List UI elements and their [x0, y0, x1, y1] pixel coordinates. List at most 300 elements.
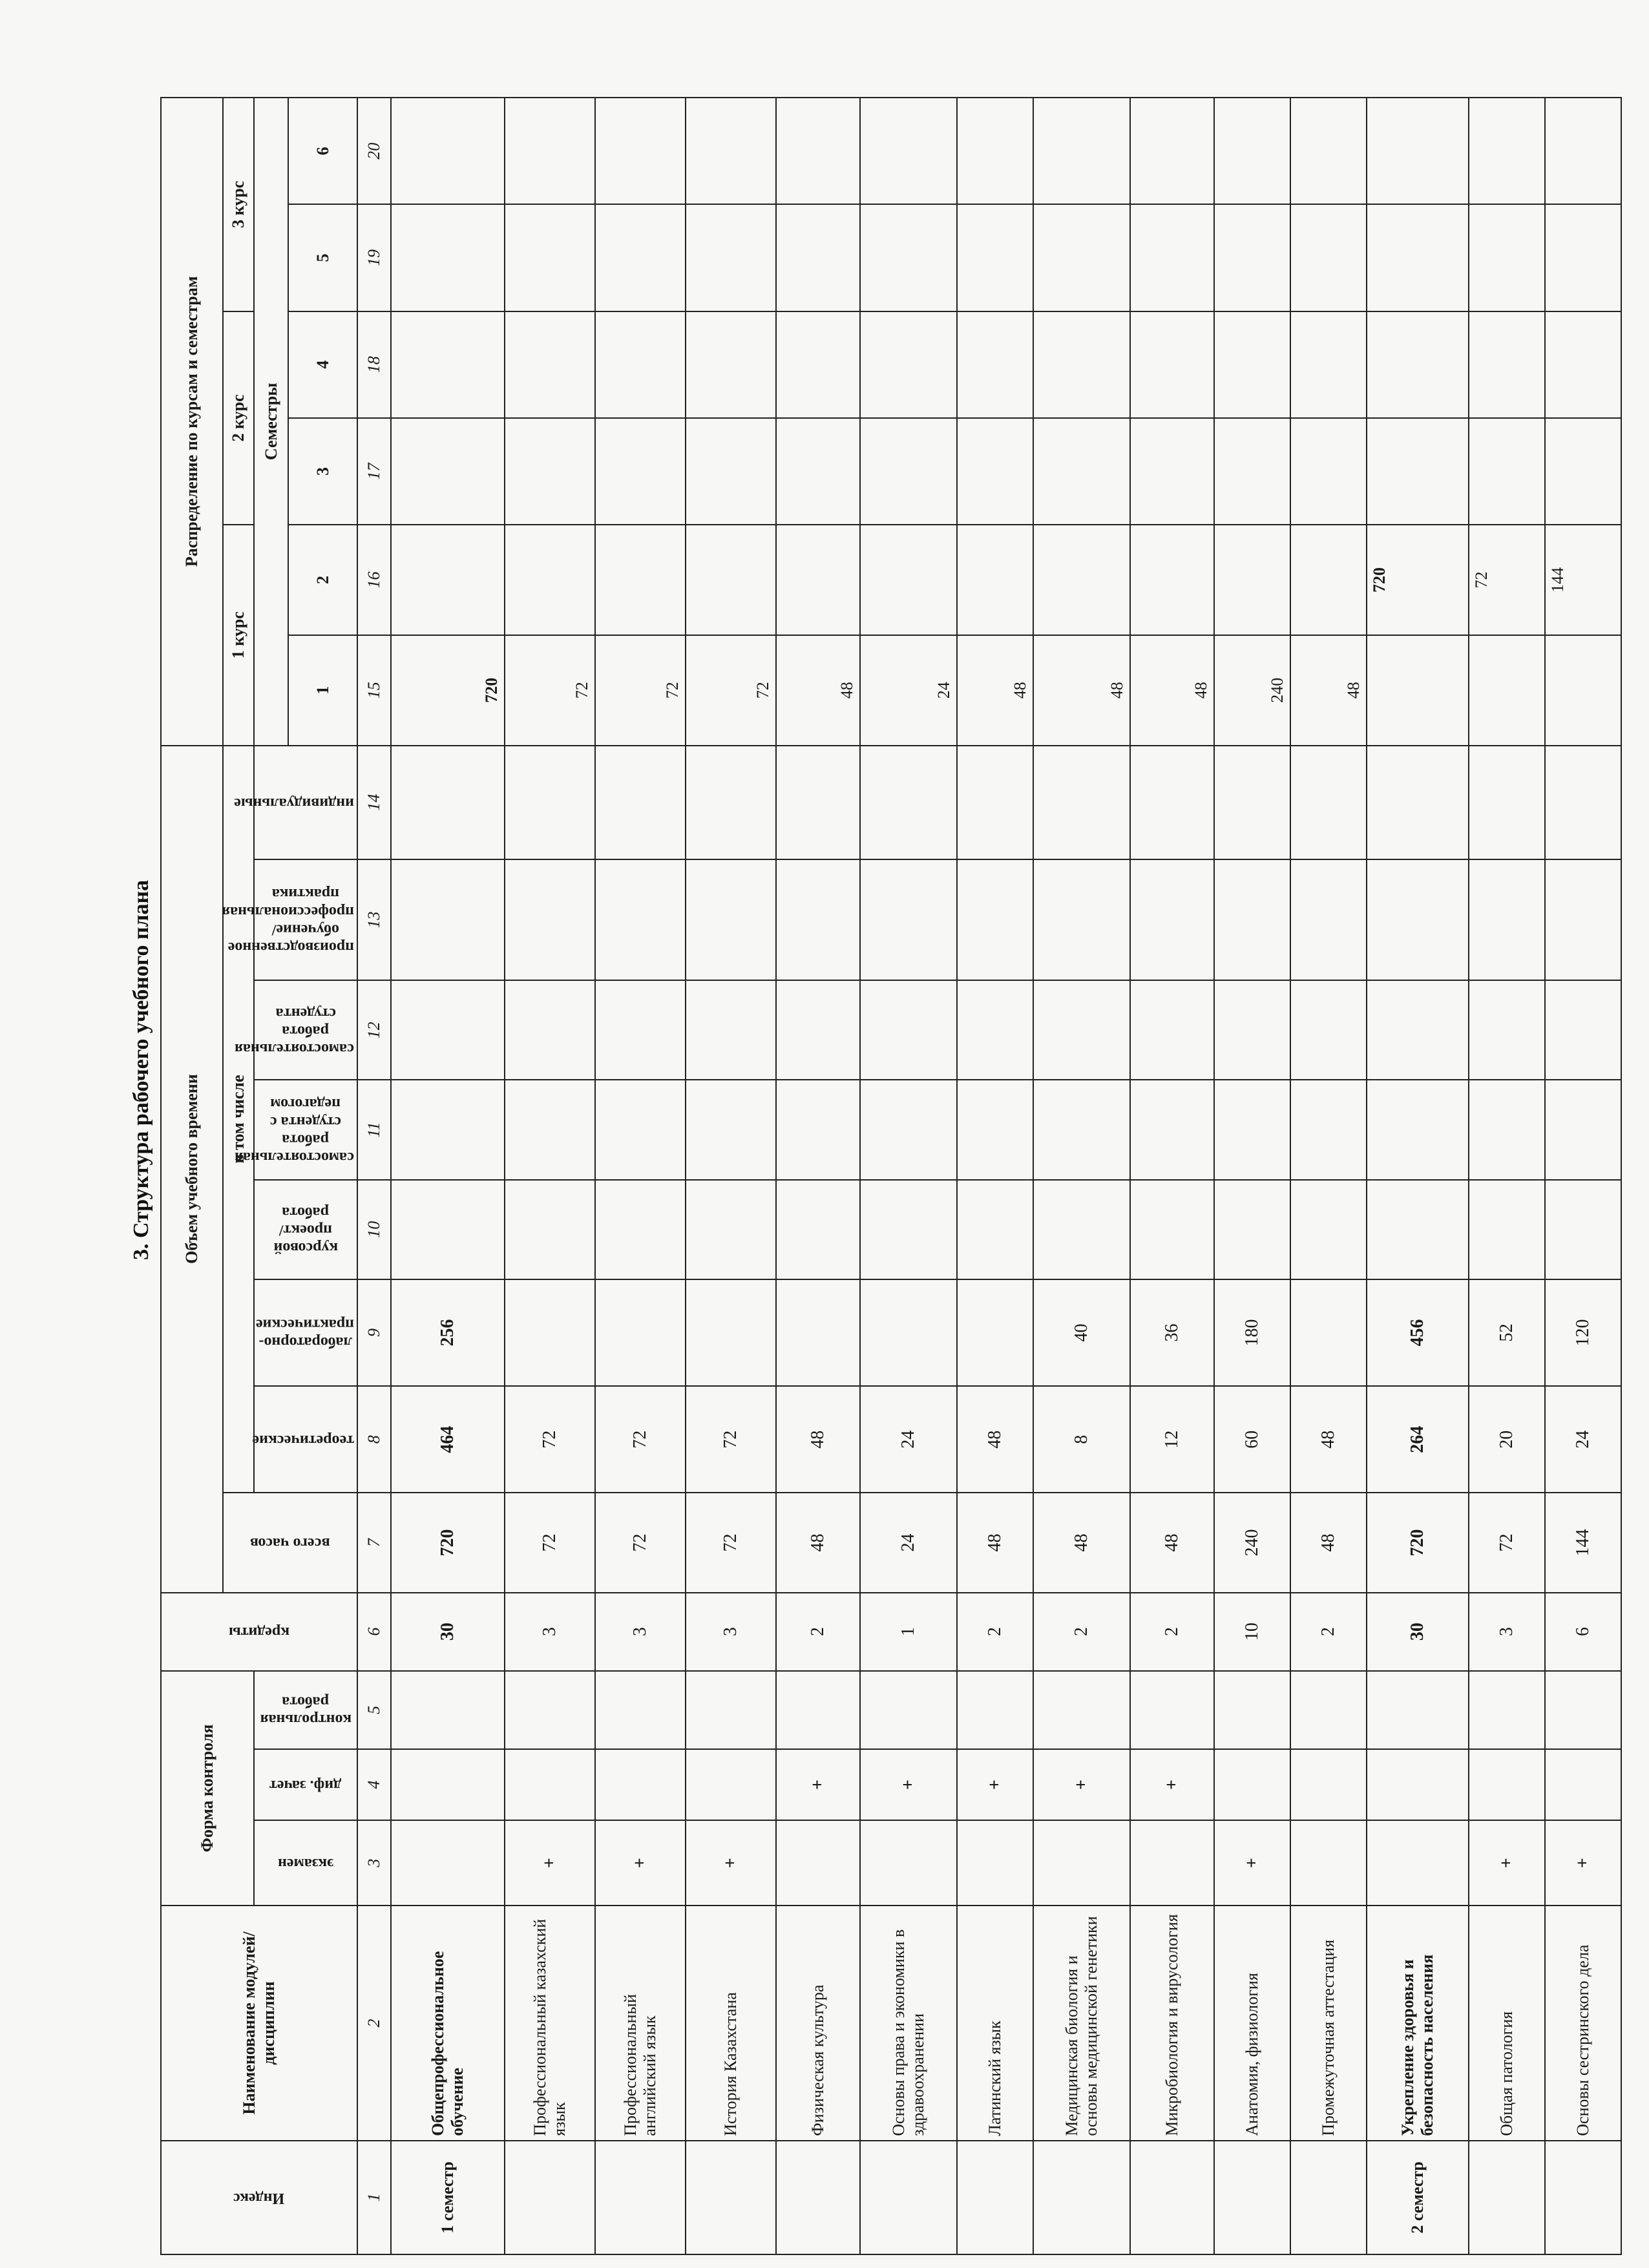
theory-cell: 24 [860, 1386, 957, 1493]
column-number: 7 [357, 1493, 391, 1592]
practice-cell [776, 859, 860, 980]
sem-6-cell [957, 98, 1033, 204]
column-number: 2 [357, 1906, 391, 2141]
theory-cell: 264 [1367, 1386, 1469, 1493]
total-hours-cell: 72 [686, 1493, 776, 1592]
credits-cell: 3 [595, 1593, 686, 1671]
sem-5-cell [1545, 204, 1621, 311]
sem-4-cell [595, 311, 686, 418]
sem-1-cell [1545, 635, 1621, 746]
sem-1-cell: 240 [1214, 635, 1290, 746]
header-volume: Объем учебного времени [161, 746, 223, 1593]
srs-cell [957, 980, 1033, 1080]
control-work-cell [595, 1671, 686, 1749]
discipline-row [1545, 98, 1621, 2254]
header-course3: 3 курс [223, 98, 254, 311]
dif-credit-mark [686, 1749, 776, 1820]
credits-cell: 1 [860, 1593, 957, 1671]
lab-cell [595, 1279, 686, 1386]
column-number: 3 [357, 1820, 391, 1906]
exam-mark [1130, 1820, 1214, 1906]
header-lab: лабораторно-практические [254, 1279, 357, 1386]
lab-cell [860, 1279, 957, 1386]
header-sem-4: 4 [288, 311, 357, 418]
individual-cell [1214, 746, 1290, 859]
sem-2-cell [1130, 525, 1214, 635]
sem-3-cell [957, 418, 1033, 525]
theory-cell: 48 [1290, 1386, 1367, 1493]
control-work-cell [776, 1671, 860, 1749]
srsp-cell [1367, 1080, 1469, 1179]
srsp-cell [1290, 1080, 1367, 1179]
column-number: 6 [357, 1593, 391, 1671]
sem-3-cell [505, 418, 595, 525]
sem-2-cell [1290, 525, 1367, 635]
credits-cell: 3 [1469, 1593, 1545, 1671]
dif-credit-mark: + [1033, 1749, 1130, 1820]
credits-cell: 2 [1290, 1593, 1367, 1671]
row-index [860, 2141, 957, 2254]
sem-5-cell [776, 204, 860, 311]
exam-mark [1290, 1820, 1367, 1906]
individual-cell [957, 746, 1033, 859]
srs-cell [1545, 980, 1621, 1080]
row-index [1130, 2141, 1214, 2254]
row-name: Физическая культура [776, 1906, 860, 2141]
individual-cell [391, 746, 505, 859]
exam-mark [957, 1820, 1033, 1906]
srs-cell [1469, 980, 1545, 1080]
credits-cell: 10 [1214, 1593, 1290, 1671]
discipline-row [776, 98, 860, 2254]
lab-cell: 36 [1130, 1279, 1214, 1386]
control-work-cell [860, 1671, 957, 1749]
sem-6-cell [776, 98, 860, 204]
dif-credit-mark: + [776, 1749, 860, 1820]
individual-cell [686, 746, 776, 859]
total-hours-cell: 720 [1367, 1493, 1469, 1592]
sem-3-cell [1469, 418, 1545, 525]
sem-5-cell [1130, 204, 1214, 311]
sem-3-cell [595, 418, 686, 525]
curriculum-table [160, 97, 1622, 2255]
sem-1-cell: 72 [595, 635, 686, 746]
srs-cell [1130, 980, 1214, 1080]
theory-cell: 60 [1214, 1386, 1290, 1493]
lab-cell: 456 [1367, 1279, 1469, 1386]
sem-4-cell [1469, 311, 1545, 418]
discipline-row [595, 98, 686, 2254]
discipline-row [1130, 98, 1214, 2254]
header-semesters: Семестры [254, 98, 288, 746]
total-hours-cell: 48 [1290, 1493, 1367, 1592]
sem-2-cell [1214, 525, 1290, 635]
column-number: 10 [357, 1180, 391, 1279]
sem-3-cell [1130, 418, 1214, 525]
sem-1-cell: 48 [1130, 635, 1214, 746]
exam-mark [860, 1820, 957, 1906]
lab-cell: 180 [1214, 1279, 1290, 1386]
column-number: 14 [357, 746, 391, 859]
theory-cell: 48 [776, 1386, 860, 1493]
row-name: Основы сестринского дела [1545, 1906, 1621, 2141]
sem-6-cell [1214, 98, 1290, 204]
sem-3-cell [1367, 418, 1469, 525]
header-course2: 2 курс [223, 311, 254, 525]
srs-cell [1033, 980, 1130, 1080]
course-project-cell [505, 1180, 595, 1279]
header-sem-5: 5 [288, 204, 357, 311]
practice-cell [860, 859, 957, 980]
discipline-row [957, 98, 1033, 2254]
sem-1-cell: 48 [1033, 635, 1130, 746]
row-index [1033, 2141, 1130, 2254]
exam-mark [391, 1820, 505, 1906]
srs-cell [391, 980, 505, 1080]
module-row [1367, 98, 1469, 2254]
column-number: 8 [357, 1386, 391, 1493]
sem-2-cell [860, 525, 957, 635]
course-project-cell [957, 1180, 1033, 1279]
sem-6-cell [1469, 98, 1545, 204]
sem-1-cell: 720 [391, 635, 505, 746]
header-including: в том числе [223, 746, 254, 1493]
course-project-cell [686, 1180, 776, 1279]
header-srs: самостоятельная работа студента [254, 980, 357, 1080]
header-practice: производственное обучение/ профессиональная практика [254, 859, 357, 980]
practice-cell [391, 859, 505, 980]
sem-4-cell [860, 311, 957, 418]
sem-3-cell [1214, 418, 1290, 525]
control-work-cell [1290, 1671, 1367, 1749]
course-project-cell [595, 1180, 686, 1279]
total-hours-cell: 72 [1469, 1493, 1545, 1592]
sem-4-cell [1033, 311, 1130, 418]
srsp-cell [1545, 1080, 1621, 1179]
sem-4-cell [505, 311, 595, 418]
lab-cell: 40 [1033, 1279, 1130, 1386]
column-number: 12 [357, 980, 391, 1080]
control-work-cell [1545, 1671, 1621, 1749]
total-hours-cell: 144 [1545, 1493, 1621, 1592]
course-project-cell [776, 1180, 860, 1279]
course-project-cell [1033, 1180, 1130, 1279]
theory-cell: 20 [1469, 1386, 1545, 1493]
sem-3-cell [1033, 418, 1130, 525]
individual-cell [1367, 746, 1469, 859]
header-sem-2: 2 [288, 525, 357, 635]
header-individual: индивидуальные [254, 746, 357, 859]
column-number: 13 [357, 859, 391, 980]
sem-2-cell [686, 525, 776, 635]
control-work-cell [1033, 1671, 1130, 1749]
module-row [391, 98, 505, 2254]
lab-cell: 120 [1545, 1279, 1621, 1386]
total-hours-cell: 72 [505, 1493, 595, 1592]
individual-cell [1290, 746, 1367, 859]
sem-6-cell [1545, 98, 1621, 204]
discipline-row [1290, 98, 1367, 2254]
column-number: 18 [357, 311, 391, 418]
curriculum-body [391, 98, 1621, 2254]
practice-cell [686, 859, 776, 980]
srsp-cell [595, 1080, 686, 1179]
lab-cell [505, 1279, 595, 1386]
sem-6-cell [860, 98, 957, 204]
total-hours-cell: 24 [860, 1493, 957, 1592]
sem-4-cell [1130, 311, 1214, 418]
dif-credit-mark [595, 1749, 686, 1820]
sem-6-cell [686, 98, 776, 204]
dif-credit-mark [1469, 1749, 1545, 1820]
header-sem-3: 3 [288, 418, 357, 525]
discipline-row [1214, 98, 1290, 2254]
theory-cell: 48 [957, 1386, 1033, 1493]
practice-cell [1367, 859, 1469, 980]
dif-credit-mark: + [860, 1749, 957, 1820]
column-number: 16 [357, 525, 391, 635]
credits-cell: 30 [1367, 1593, 1469, 1671]
srs-cell [1290, 980, 1367, 1080]
theory-cell: 464 [391, 1386, 505, 1493]
course-project-cell [1130, 1180, 1214, 1279]
srsp-cell [686, 1080, 776, 1179]
column-number: 4 [357, 1749, 391, 1820]
individual-cell [1545, 746, 1621, 859]
control-work-cell [957, 1671, 1033, 1749]
column-number: 11 [357, 1080, 391, 1179]
srs-cell [860, 980, 957, 1080]
header-control-form: Форма контроля [161, 1671, 254, 1906]
header-course-project: курсовой проект/работа [254, 1180, 357, 1279]
row-index [1214, 2141, 1290, 2254]
sem-2-cell: 144 [1545, 525, 1621, 635]
theory-cell: 72 [505, 1386, 595, 1493]
total-hours-cell: 48 [1033, 1493, 1130, 1592]
sem-3-cell [686, 418, 776, 525]
sem-1-cell [1367, 635, 1469, 746]
row-name: Профессиональный английский язык [595, 1906, 686, 2141]
srsp-cell [1214, 1080, 1290, 1179]
sem-5-cell [957, 204, 1033, 311]
credits-cell: 3 [686, 1593, 776, 1671]
sem-4-cell [1214, 311, 1290, 418]
srs-cell [595, 980, 686, 1080]
sem-4-cell [391, 311, 505, 418]
header-dif-credit: диф. зачет [254, 1749, 357, 1820]
sem-5-cell [391, 204, 505, 311]
sem-2-cell: 720 [1367, 525, 1469, 635]
control-work-cell [391, 1671, 505, 1749]
total-hours-cell: 240 [1214, 1493, 1290, 1592]
sem-3-cell [1545, 418, 1621, 525]
srsp-cell [1033, 1080, 1130, 1179]
dif-credit-mark [1545, 1749, 1621, 1820]
row-name: Микробиология и вирусология [1130, 1906, 1214, 2141]
discipline-row [686, 98, 776, 2254]
row-index [1290, 2141, 1367, 2254]
dif-credit-mark [1290, 1749, 1367, 1820]
credits-cell: 2 [1130, 1593, 1214, 1671]
sem-4-cell [1545, 311, 1621, 418]
control-work-cell [686, 1671, 776, 1749]
course-project-cell [1290, 1180, 1367, 1279]
course-project-cell [391, 1180, 505, 1279]
srsp-cell [776, 1080, 860, 1179]
lab-cell [1290, 1279, 1367, 1386]
exam-mark [1033, 1820, 1130, 1906]
sem-5-cell [686, 204, 776, 311]
sem-5-cell [1367, 204, 1469, 311]
header-theory: теоретические [254, 1386, 357, 1493]
row-index [1545, 2141, 1621, 2254]
dif-credit-mark [1367, 1749, 1469, 1820]
discipline-row [1033, 98, 1130, 2254]
column-number: 19 [357, 204, 391, 311]
theory-cell: 72 [595, 1386, 686, 1493]
course-project-cell [1367, 1180, 1469, 1279]
lab-cell [957, 1279, 1033, 1386]
srs-cell [776, 980, 860, 1080]
row-name: Укрепление здоровья и безопасность населения [1367, 1906, 1469, 2141]
srs-cell [505, 980, 595, 1080]
header-credits: кредиты [161, 1593, 357, 1671]
row-name: Общая патология [1469, 1906, 1545, 2141]
srsp-cell [957, 1080, 1033, 1179]
total-hours-cell: 48 [776, 1493, 860, 1592]
sem-2-cell [1033, 525, 1130, 635]
sem-4-cell [1367, 311, 1469, 418]
sem-1-cell [1469, 635, 1545, 746]
theory-cell: 72 [686, 1386, 776, 1493]
practice-cell [1290, 859, 1367, 980]
sem-2-cell [595, 525, 686, 635]
sem-6-cell [595, 98, 686, 204]
header-sem-1: 1 [288, 635, 357, 746]
header-sem-6: 6 [288, 98, 357, 204]
sem-2-cell: 72 [1469, 525, 1545, 635]
control-work-cell [1367, 1671, 1469, 1749]
control-work-cell [1469, 1671, 1545, 1749]
individual-cell [1130, 746, 1214, 859]
sem-5-cell [595, 204, 686, 311]
course-project-cell [1469, 1180, 1545, 1279]
individual-cell [505, 746, 595, 859]
individual-cell [1033, 746, 1130, 859]
practice-cell [1545, 859, 1621, 980]
exam-mark: + [505, 1820, 595, 1906]
dif-credit-mark [391, 1749, 505, 1820]
srsp-cell [860, 1080, 957, 1179]
sem-2-cell [505, 525, 595, 635]
sem-6-cell [1130, 98, 1214, 204]
course-project-cell [860, 1180, 957, 1279]
practice-cell [1130, 859, 1214, 980]
total-hours-cell: 48 [957, 1493, 1033, 1592]
column-number: 1 [357, 2141, 391, 2254]
practice-cell [957, 859, 1033, 980]
sem-6-cell [505, 98, 595, 204]
exam-mark: + [595, 1820, 686, 1906]
discipline-row [860, 98, 957, 2254]
dif-credit-mark: + [957, 1749, 1033, 1820]
sem-2-cell [391, 525, 505, 635]
row-index [505, 2141, 595, 2254]
sem-2-cell [776, 525, 860, 635]
column-number: 17 [357, 418, 391, 525]
credits-cell: 2 [957, 1593, 1033, 1671]
column-number: 5 [357, 1671, 391, 1749]
row-index: 1 семестр [391, 2141, 505, 2254]
page-title: 3. Структура рабочего учебного плана [129, 879, 153, 1260]
sem-2-cell [957, 525, 1033, 635]
row-index: 2 семестр [1367, 2141, 1469, 2254]
exam-mark: + [686, 1820, 776, 1906]
sem-4-cell [776, 311, 860, 418]
individual-cell [1469, 746, 1545, 859]
individual-cell [595, 746, 686, 859]
sem-3-cell [391, 418, 505, 525]
sem-1-cell: 72 [505, 635, 595, 746]
sem-5-cell [860, 204, 957, 311]
header-course1: 1 курс [223, 525, 254, 745]
theory-cell: 12 [1130, 1386, 1214, 1493]
exam-mark: + [1469, 1820, 1545, 1906]
lab-cell: 52 [1469, 1279, 1545, 1386]
srs-cell [1214, 980, 1290, 1080]
lab-cell [776, 1279, 860, 1386]
theory-cell: 24 [1545, 1386, 1621, 1493]
practice-cell [1033, 859, 1130, 980]
sem-4-cell [957, 311, 1033, 418]
column-number-row [357, 98, 391, 2254]
individual-cell [776, 746, 860, 859]
row-index [957, 2141, 1033, 2254]
column-number: 15 [357, 635, 391, 746]
total-hours-cell: 48 [1130, 1493, 1214, 1592]
credits-cell: 3 [505, 1593, 595, 1671]
dif-credit-mark [1214, 1749, 1290, 1820]
sem-4-cell [1290, 311, 1367, 418]
discipline-row [1469, 98, 1545, 2254]
row-name: Промежуточная аттестация [1290, 1906, 1367, 2141]
srsp-cell [505, 1080, 595, 1179]
row-index [1469, 2141, 1545, 2254]
theory-cell: 8 [1033, 1386, 1130, 1493]
control-work-cell [1130, 1671, 1214, 1749]
sem-1-cell: 48 [957, 635, 1033, 746]
row-name: Анатомия, физиология [1214, 1906, 1290, 2141]
header-distribution: Распределение по курсам и семестрам [161, 98, 223, 746]
individual-cell [860, 746, 957, 859]
exam-mark [776, 1820, 860, 1906]
dif-credit-mark: + [1130, 1749, 1214, 1820]
sem-5-cell [1033, 204, 1130, 311]
practice-cell [505, 859, 595, 980]
sem-5-cell [1290, 204, 1367, 311]
course-project-cell [1545, 1180, 1621, 1279]
practice-cell [1214, 859, 1290, 980]
control-work-cell [1214, 1671, 1290, 1749]
sem-3-cell [1290, 418, 1367, 525]
row-index [686, 2141, 776, 2254]
exam-mark: + [1545, 1820, 1621, 1906]
sem-5-cell [505, 204, 595, 311]
header-control-work: контрольная работа [254, 1671, 357, 1749]
credits-cell: 6 [1545, 1593, 1621, 1671]
header-index: Индекс [161, 2141, 357, 2254]
sem-3-cell [860, 418, 957, 525]
